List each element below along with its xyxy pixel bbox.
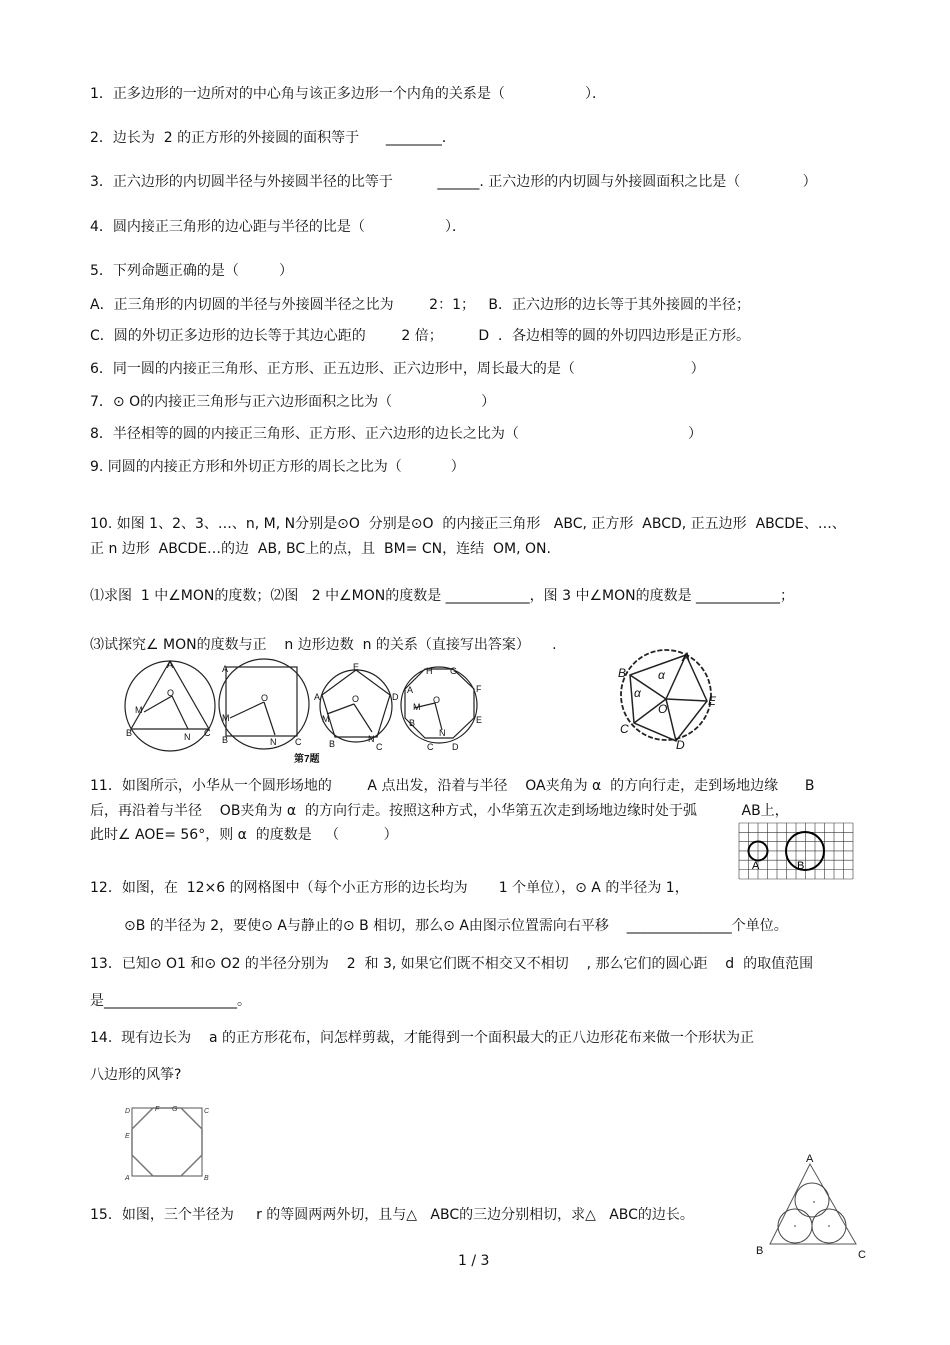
question-10-part-3: ⑶试探究∠ MON的度数与正 n 边形边数 n 的关系（直接写出答案） . (90, 637, 557, 653)
fig2-label-n: N (270, 737, 277, 747)
fig14-label-a: A (125, 1175, 130, 1182)
figure-q11-circle-path (614, 645, 724, 755)
fig14-label-b: B (204, 1175, 209, 1182)
fig3-label-c: C (376, 742, 383, 752)
fig12-label-a: A (752, 860, 760, 872)
fig4-label-b: B (409, 718, 416, 728)
question-15: 15．如图，三个半径为 r 的等圆两两外切，且与△ ABC的三边分别相切，求△ ABC的边长。 (90, 1207, 694, 1223)
question-11-line-3: 此时∠ AOE= 56°，则 α 的度数是 （ ） (90, 827, 398, 843)
fig3-label-b: B (329, 739, 336, 749)
fig3-label-n: N (368, 734, 375, 744)
fig3-label-e: E (353, 662, 360, 672)
fig1-label-b: B (126, 728, 133, 738)
fig4-label-n: N (439, 728, 446, 738)
fig14-label-c: C (204, 1108, 210, 1115)
fig14-label-f: F (155, 1106, 160, 1113)
fig4-label-c: C (427, 742, 434, 752)
question-13-line-1: 13．已知⊙ O1 和⊙ O2 的半径分别为 2 和 3, 如果它们既不相交又不相切 , 那么它们的圆心距 d 的取值范围 (90, 956, 814, 972)
fig15-label-c: C (858, 1249, 866, 1261)
question-3: 3．正六边形的内切圆半径与外接圆半径的比等于 ______. 正六边形的内切圆与外接圆面积之比是（ ） (90, 174, 817, 190)
fig1-label-a: A (167, 660, 174, 670)
question-11-line-1: 11．如图所示，小华从一个圆形场地的 A 点出发，沿着与半径 OA夹角为 α 的方向行走，走到场地边缘 B (90, 778, 815, 794)
figure-q14-octagon (122, 1104, 212, 1184)
fig15-label-b: B (756, 1245, 764, 1257)
fig14-label-g: G (172, 1106, 178, 1113)
question-5-options-ab: A．正三角形的内切圆的半径与外接圆半径之比为 2：1； B．正六边形的边长等于其外接圆的半径； (90, 297, 750, 313)
fig4-label-o: O (433, 695, 441, 705)
fig1-label-n: N (184, 732, 191, 742)
fig4-label-g: G (450, 666, 458, 676)
question-10-part-1-2: ⑴求图 1 中∠MON的度数；⑵图 2 中∠MON的度数是 ____________，图 3 中∠MON的度数是 ____________； (90, 588, 795, 604)
fig14-label-d: D (125, 1108, 131, 1115)
fig11-label-o: O (658, 702, 668, 716)
fig4-label-d: D (452, 742, 459, 752)
question-13-line-2: 是___________________。 (90, 993, 251, 1009)
fig11-label-a: A (682, 650, 691, 664)
question-12-line-2: ⊙B 的半径为 2，要使⊙ A与静止的⊙ B 相切，那么⊙ A由图示位置需向右平移 _______________个单位。 (124, 918, 788, 934)
fig3-label-o: O (352, 694, 360, 704)
figure-q10-polygons (122, 658, 494, 766)
fig4-label-f: F (476, 684, 482, 694)
fig14-label-e: E (125, 1133, 130, 1140)
fig11-label-b: B (618, 666, 627, 680)
fig11-label-e: E (708, 694, 717, 708)
fig4-label-m: M (413, 702, 421, 712)
question-10-line-1: 10. 如图 1、2、3、…、n, M, N分别是⊙O 分别是⊙O 的内接正三角形 ABC, 正方形 ABCD, 正五边形 ABCDE、…、 (90, 516, 846, 532)
fig15-label-a: A (806, 1153, 814, 1165)
fig2-label-m: M (222, 713, 230, 723)
question-8: 8．半径相等的圆的内接正三角形、正方形、正六边形的边长之比为（ ） (90, 426, 703, 442)
figure-q12-grid (738, 822, 854, 880)
question-4: 4．圆内接正三角形的边心距与半径的比是（ ）． (90, 219, 467, 235)
fig2-label-a: A (222, 664, 229, 674)
fig4-label-e: E (476, 715, 483, 725)
fig2-label-b: B (222, 735, 229, 745)
figure-q15-triangle-circles (752, 1150, 872, 1262)
question-6: 6．同一圆的内接正三角形、正方形、正五边形、正六边形中，周长最大的是（ ） (90, 361, 705, 377)
fig2-label-c: C (295, 737, 302, 747)
fig11-label-alpha-2: α (634, 686, 641, 700)
fig3-label-d: D (392, 692, 399, 702)
fig11-label-d: D (676, 738, 685, 752)
page-number: 1 / 3 (458, 1253, 490, 1269)
question-2: 2．边长为 2 的正方形的外接圆的面积等于 ________． (90, 130, 456, 146)
fig3-label-a: A (314, 692, 321, 702)
question-1: 1．正多边形的一边所对的中心角与该正多边形一个内角的关系是（ ）． (90, 86, 607, 102)
question-14-line-1: 14. 现有边长为 a 的正方形花布，问怎样剪裁，才能得到一个面积最大的正八边形花布来做一个形状为正 (90, 1030, 754, 1046)
question-5: 5．下列命题正确的是（ ） (90, 263, 293, 279)
fig3-label-m: M (322, 714, 330, 724)
fig12-label-b: B (797, 860, 805, 872)
fig1-label-o: O (167, 688, 175, 698)
fig1-label-c: C (204, 728, 211, 738)
question-12-line-1: 12．如图，在 12×6 的网格图中（每个小正方形的边长均为 1 个单位），⊙ A 的半径为 1， (90, 880, 689, 896)
fig1-label-m: M (135, 705, 143, 715)
question-7: 7．⊙ O的内接正三角形与正六边形面积之比为（ ） (90, 394, 496, 410)
question-10-line-2: 正 n 边形 ABCDE…的边 AB, BC上的点，且 BM= CN，连结 OM, ON. (90, 541, 551, 557)
fig2-label-o: O (261, 693, 269, 703)
fig11-label-c: C (620, 722, 629, 736)
fig4-label-h: H (426, 666, 433, 676)
question-5-options-cd: C．圆的外切正多边形的边长等于其边心距的 2 倍； D ．各边相等的圆的外切四边形是正方形。 (90, 328, 751, 344)
fig4-label-a: A (407, 685, 414, 695)
question-9: 9. 同圆的内接正方形和外切正方形的周长之比为（ ） (90, 459, 465, 475)
figure-caption: 第7题 (294, 754, 320, 765)
question-11-line-2: 后，再沿着与半径 OB夹角为 α 的方向行走。按照这种方式，小华第五次走到场地边缘时处于弧 AB上， (90, 803, 789, 819)
fig11-label-alpha-1: α (658, 668, 665, 682)
question-14-line-2: 八边形的风筝? (90, 1067, 182, 1083)
